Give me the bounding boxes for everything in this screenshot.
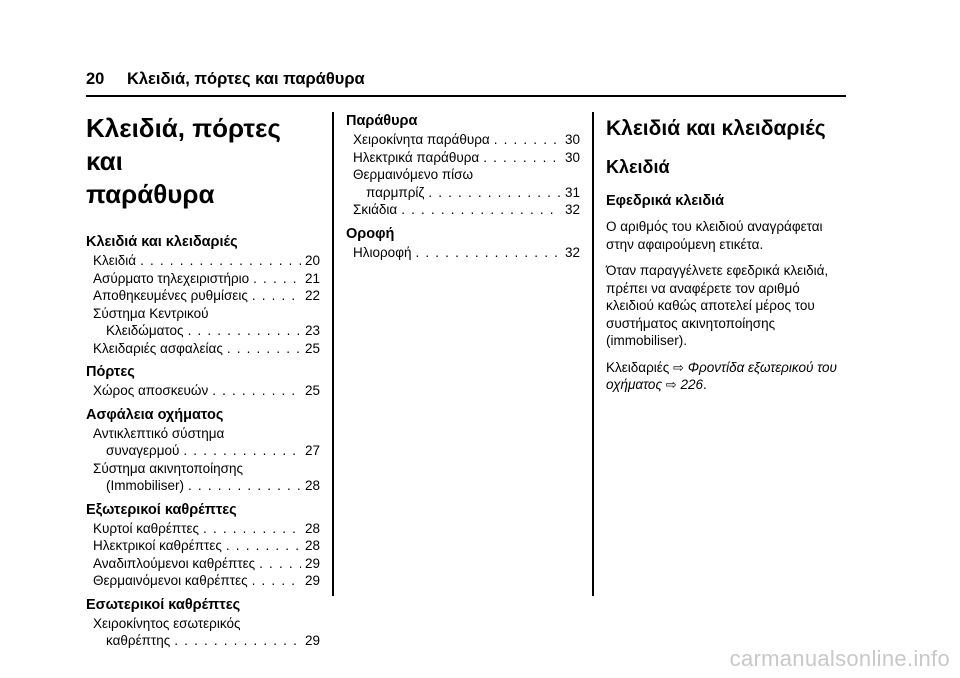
toc-entry[interactable]: Κυρτοί καθρέπτες . . . 28	[86, 520, 320, 538]
body-paragraph: Ο αριθμός του κλειδιού αναγράφεται στην αφαιρούμενη ετικέτα.	[606, 219, 823, 252]
toc-entry[interactable]: Ασύρματο τηλεχειριστήριο . . . 21	[86, 270, 320, 288]
header-rule	[86, 95, 846, 97]
toc-entry[interactable]: Αναδιπλούμενοι καθρέπτες . . . 29	[86, 555, 320, 573]
toc-section-heading[interactable]: Κλειδιά και κλειδαριές	[86, 234, 238, 250]
reference-arrow-icon: ⇨	[673, 359, 684, 375]
toc-entry[interactable]: Θερμαινόμενοι καθρέπτες . . . 29	[86, 572, 320, 590]
toc-section-heading[interactable]: Παράθυρα	[346, 113, 418, 129]
column-divider	[332, 112, 334, 596]
toc-section-heading[interactable]: Οροφή	[346, 225, 395, 242]
toc-entry[interactable]: Κλειδαριές ασφαλείας . . . 25	[86, 340, 320, 358]
toc-entry[interactable]: Ηλεκτρικοί καθρέπτες . . . 28	[86, 537, 320, 555]
toc-entry[interactable]: Αποθηκευμένες ρυθμίσεις . . . 22	[86, 287, 320, 305]
toc-entry[interactable]: Ηλιοροφή . . . 32	[346, 244, 580, 262]
toc-entry[interactable]: Χειροκίνητα παράθυρα . . . 30	[346, 131, 580, 149]
toc-entry[interactable]: Θερμαινόμενο πίσω παρμπρίζ . . . 31	[346, 166, 580, 201]
reference-arrow-icon: ⇨	[665, 377, 677, 392]
body-paragraph: Όταν παραγγέλνετε εφεδρικά κλειδιά, πρέπει να αναφέρετε τον αριθμό κλειδιού καθώς αποτελεί μέρος του συστήματος ακινητοποίησης (immobiliser).	[606, 263, 829, 348]
header-title: Κλειδιά, πόρτες και παράθυρα	[126, 70, 365, 88]
column-divider	[592, 112, 594, 596]
page-number: 20	[86, 70, 105, 88]
toc-section-heading[interactable]: Ασφάλεια οχήματος	[86, 406, 224, 423]
subsection-title: Κλειδιά	[606, 157, 670, 177]
toc-entry[interactable]: Ηλεκτρικά παράθυρα . . . 30	[346, 149, 580, 167]
section-title: Κλειδιά και κλειδαριές	[606, 117, 826, 140]
subsubsection-title: Εφεδρικά κλειδιά	[606, 193, 725, 209]
toc-column-2	[346, 112, 580, 261]
page-header	[86, 70, 365, 89]
reference-page[interactable]: 226	[680, 377, 703, 392]
toc-entry[interactable]: Σύστημα ακινητοποίησης (Immobiliser) . . . 28	[86, 460, 320, 495]
cross-reference: Κλειδαριές ⇨ Φροντίδα εξωτερικού του οχήματος ⇨ 226.	[606, 359, 837, 392]
content-column	[606, 112, 846, 403]
chapter-title: Κλειδιά, πόρτες και παράθυρα	[86, 113, 281, 209]
toc-section-heading[interactable]: Πόρτες	[86, 364, 135, 380]
toc-entry[interactable]: Κλειδιά . . . 20	[86, 252, 320, 270]
toc-section-heading[interactable]: Εσωτερικοί καθρέπτες	[86, 596, 241, 613]
toc-entry[interactable]: Χώρος αποσκευών . . . 25	[86, 382, 320, 400]
reference-link[interactable]: Φροντίδα εξωτερικού του οχήματος	[606, 359, 837, 392]
toc-section-heading[interactable]: Εξωτερικοί καθρέπτες	[86, 501, 237, 518]
toc-entry[interactable]: Αντικλεπτικό σύστημα συναγερμού . . . 27	[86, 425, 320, 460]
watermark: carmanualsonline.info	[729, 646, 950, 671]
toc-column-1	[86, 112, 320, 650]
toc-entry[interactable]: Χειροκίνητος εσωτερικός καθρέπτης . . . 29	[86, 615, 320, 650]
toc-entry[interactable]: Σύστημα Κεντρικού Κλειδώματος . . . 23	[86, 305, 320, 340]
toc-entry[interactable]: Σκιάδια . . . 32	[346, 201, 580, 219]
